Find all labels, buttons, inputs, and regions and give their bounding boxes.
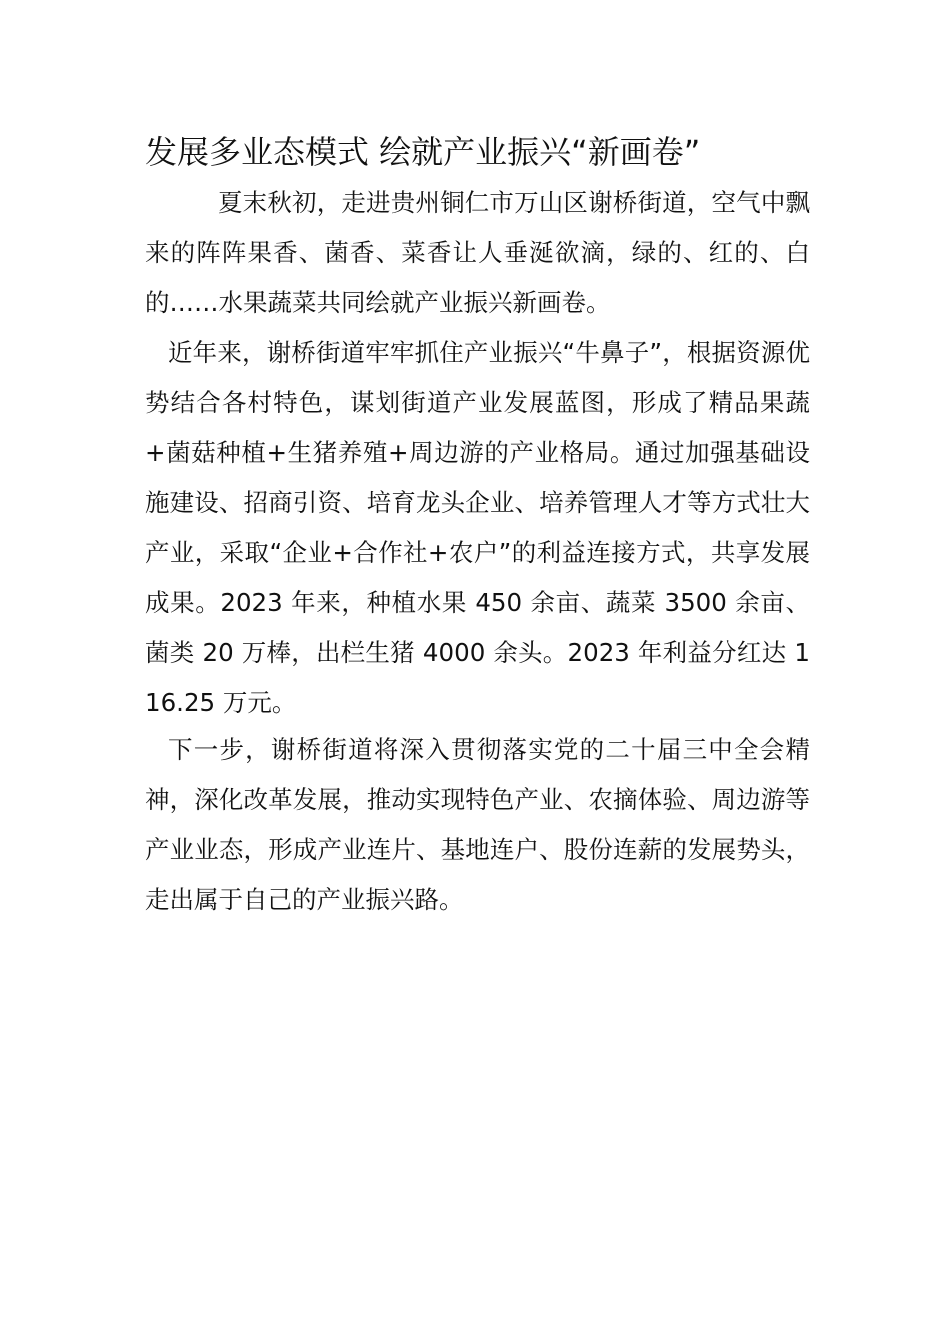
paragraph-intro: 夏末秋初，走进贵州铜仁市万山区谢桥街道，空气中飘来的阵阵果香、菌香、菜香让人垂涎欲滴，绿的、红的、白的……水果蔬菜共同绘就产业振兴新画卷。	[145, 188, 810, 317]
paragraph-development: 近年来，谢桥街道牢牢抓住产业振兴“牛鼻子”，根据资源优势结合各村特色，谋划街道产业发展蓝图，形成了精品果蔬+菌菇种植+生猪养殖+周边游的产业格局。通过加强基础设施建设、招商引资、培育龙头企业、培养管理人才等方式壮大产业，采取“企业+合作社+农户”的利益连接方式，共享发展成果。2023 年来，种植水果 450 余亩、蔬菜 3500 余亩、菌类 20 万棒，出栏生猪 4000 余头。2023 年利益分红达 116.25 万元。	[145, 338, 810, 717]
document-title: 发展多业态模式 绘就产业振兴“新画卷”	[145, 133, 701, 171]
paragraph-next-steps: 下一步，谢桥街道将深入贯彻落实党的二十届三中全会精神，深化改革发展，推动实现特色产业、农摘体验、周边游等产业业态，形成产业连片、基地连户、股份连薪的发展势头，走出属于自己的产业振兴路。	[145, 735, 810, 914]
